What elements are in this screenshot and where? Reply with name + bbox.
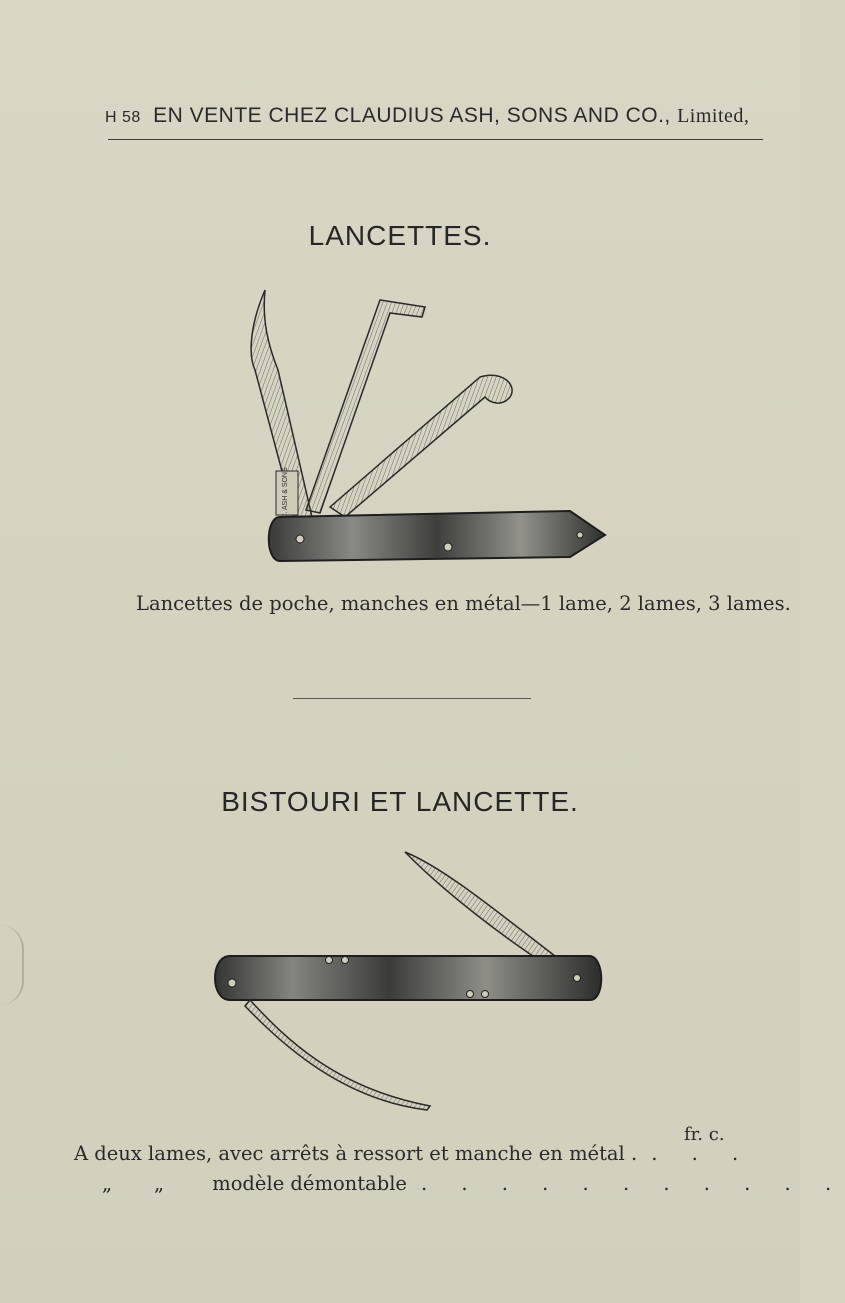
price-line-deux-lames [74,1142,752,1165]
leader-dots: . . . [651,1142,753,1165]
ditto-mark: „ [154,1172,165,1195]
blade-stamp: C. ASH & SONS [282,467,289,519]
section-divider [293,698,531,699]
leader-dots: . . . . . . . . . . . [420,1172,845,1195]
header-text: EN VENTE CHEZ CLAUDIUS ASH, SONS AND CO., [153,104,671,127]
price-line-deux-lames-text: A deux lames, avec arrêts à ressort et manche en métal . [74,1142,638,1165]
page-number: H 58 [105,109,141,126]
section-title-lancettes: LANCETTES. [308,220,492,251]
page-header [105,104,765,128]
header-rule [108,139,763,140]
section-title-bistouri: BISTOURI ET LANCETTE. [221,786,579,817]
pocket-lancet-illustration [240,285,620,570]
bistouri-lancet-illustration [205,848,615,1118]
header-limited: Limited, [677,105,750,127]
lancettes-caption: Lancettes de poche, manches en métal—1 lame, 2 lames, 3 lames. [136,592,791,615]
ditto-mark: „ [102,1172,113,1195]
page-edge-mark [0,925,24,1005]
price-line-demontable [102,1172,845,1195]
price-header: fr. c. [684,1124,725,1145]
price-line-demontable-text: modèle démontable [212,1172,407,1195]
